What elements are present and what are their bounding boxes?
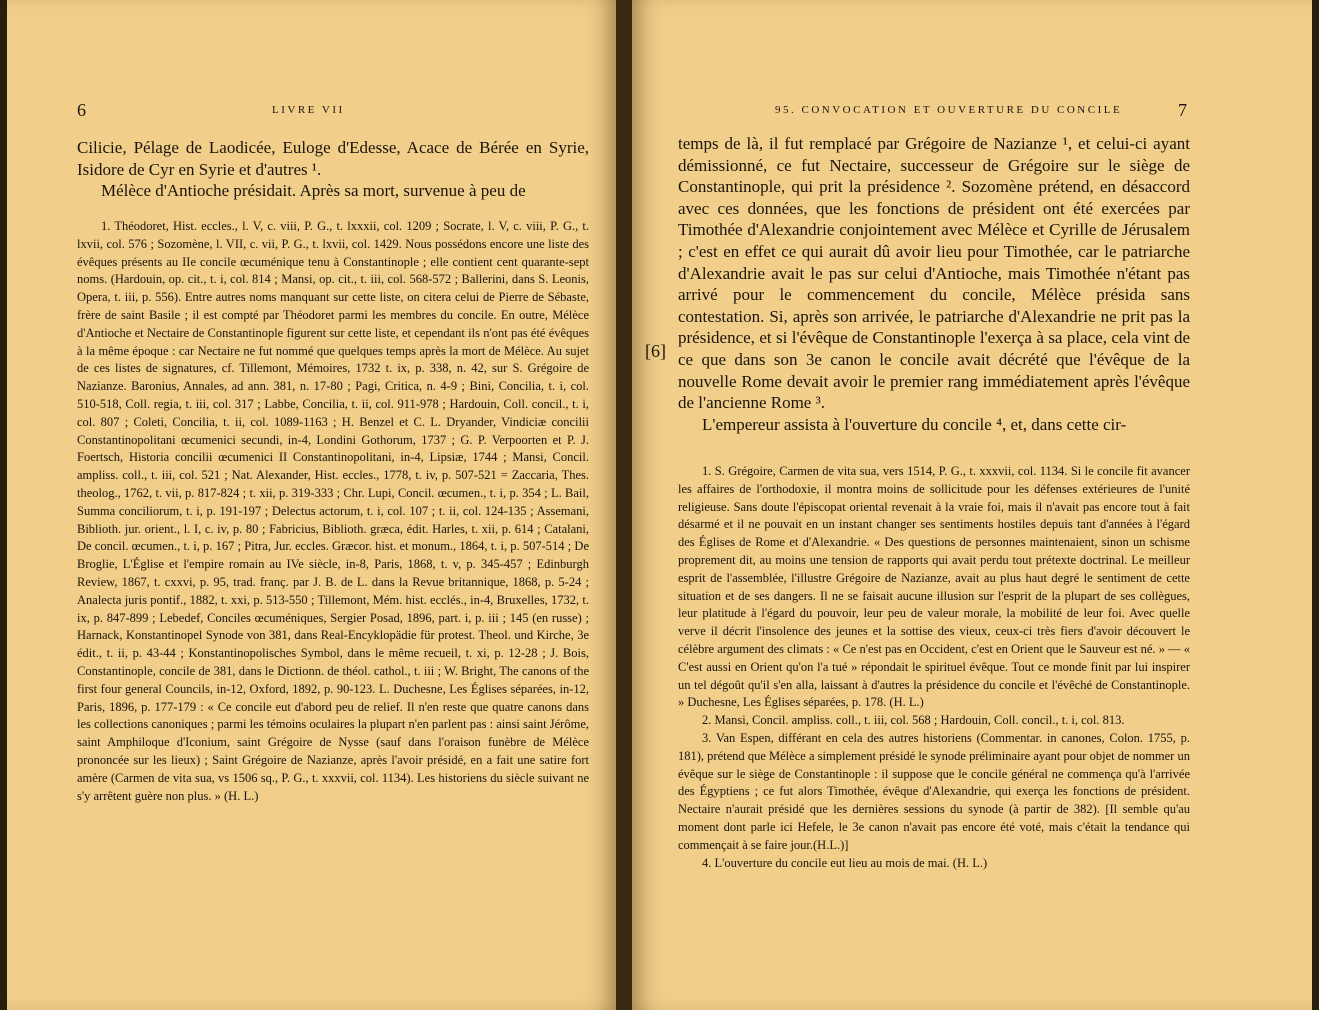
page-number: 7	[1178, 100, 1187, 120]
main-text	[678, 133, 1190, 435]
book-gutter	[616, 0, 632, 1010]
footnote: 1. S. Grégoire, Carmen de vita sua, vers 1514, P. G., t. xxxvii, col. 1134. Si le concile fit avancer les affaires de l'orthodoxie, il montra moins de sollicitude pour les défenses extérieures de l'unité religieuse. Sans doute l'épiscopat oriental revenait à la vraie foi, mais il n'avait pas encore tout à fait désarmé et il ne pouvait en un instant changer ses sentiments hostiles depuis tant d'années à l'égard des Églises de Rome et d'Alexandrie. « Des questions de personnes maintenaient, sinon un schisme proprement dit, au moins une tension de rapports qui avait perdu tout prétexte doctrinal. Le meilleur esprit de l'assemblée, l'illustre Grégoire de Nazianze, avait au plus haut degré le sentiment de cette situation et de ses dangers. Il ne se faisait aucune illusion sur l'esprit de la plupart de ses collègues, leur platitude à l'égard du pouvoir, leur peu de valeur morale, la mobilité de leur foi. Avec quelle verve il décrit l'insolence des jeunes et la sottise des vieux, ceux-ci très fiers d'avoir découvert le célèbre argument des climats : « Ce n'est pas en Occident, c'est en Orient que le Sauveur est né. » — « C'est aussi en Orient qu'on l'a tué » répondait le spirituel évêque. Tout ce monde finit par lui inspirer un tel dégoût qu'il s'en alla, laissant à d'autres la présidence du concile et l'évêché de Constantinople. » Duchesne, Les Églises séparées, p. 178. (H. L.)	[678, 464, 1190, 710]
paragraph: Cilicie, Pélage de Laodicée, Euloge d'Edesse, Acace de Bérée en Syrie, Isidore de Cyr en Syrie et d'autres ¹.	[77, 138, 589, 179]
footnotes	[77, 218, 589, 805]
right-page	[632, 0, 1319, 1010]
running-head: LIVRE VII	[272, 104, 345, 116]
page-edge	[0, 0, 7, 1010]
running-head: 95. CONVOCATION ET OUVERTURE DU CONCILE	[775, 104, 1123, 116]
paragraph: Mélèce d'Antioche présidait. Après sa mort, survenue à peu de	[101, 181, 526, 201]
footnote: 3. Van Espen, différant en cela des autres historiens (Commentar. in canones, Colon. 1755, p. 181), prétend que Mélèce a simplement présidé le synode préliminaire ayant pour objet de nommer un évêque sur le siège de Constantinople : il suppose que le concile général ne commença qu'à l'arrivée des Égyptiens ; ce fut alors Timothée, évêque d'Alexandrie, qui exerça les fonctions de président. Nectaire n'aurait présidé que les dernières sessions du synode (à partir de 382). [Il semble qu'au moment dont parle ici Hefele, le 3e canon n'avait pas encore été voté, mais c'était la tendance qui commençait à se faire jour.(H.L.)]	[678, 730, 1190, 852]
left-page	[0, 0, 616, 1010]
page-number: 6	[77, 100, 86, 120]
footnotes	[678, 463, 1190, 872]
margin-page-marker: [6]	[645, 341, 666, 361]
paragraph: L'empereur assista à l'ouverture du concile ⁴, et, dans cette cir-	[702, 414, 1127, 434]
footnote: 1. Théodoret, Hist. eccles., l. V, c. viii, P. G., t. lxxxii, col. 1209 ; Socrate, l. V, c. viii, P. G., t. lxvii, col. 576 ; Sozomène, l. VII, c. vii, P. G., t. lxvii, col. 1429. Nous possédons encore une liste des évêques présents au IIe concile œcuménique tenu à Constantinople ; elle contient cent quarante-sept noms. (Hardouin, op. cit., t. i, col. 814 ; Mansi, op. cit., t. iii, col. 568-572 ; Ballerini, dans S. Leonis, Opera, t. iii, p. 556). Entre autres noms manquant sur cette liste, on citera celui de Pierre de Sébaste, frère de saint Basile ; il est compté par Théodoret parmi les membres du concile. En outre, Mélèce d'Antioche et Nectaire de Constantinople figurent sur cette liste, et cependant ils n'ont pas été évêques à la même époque : car Nectaire ne fut nommé que quelques temps après la mort de Mélèce. Au sujet de ces listes de signatures, cf. Tillemont, Mémoires, 1732 t. ix, p. 338, n. 42, sur S. Grégoire de Nazianze. Baronius, Annales, ad ann. 381, n. 17-80 ; Pagi, Critica, n. 4-9 ; Bini, Concilia, t. i, col. 510-518, Coll. regia, t. iii, col. 317 ; Labbe, Concilia, t. ii, col. 911-978 ; Hardouin, Coll. concil., t. i, col. 807 ; Coleti, Concilia, t. ii, col. 1089-1163 ; H. Benzel et C. L. Dryander, Vindiciæ concilii Constantinopolitani œcumenici secundi, in-4, Londini Gothorum, 1737 ; G. P. Verpoorten et P. J. Foertsch, Historia concilii œcumenici II Constantinopolitani, in-4, Lipsiæ, 1744 ; Mansi, Concil. ampliss. coll., t. iii, col. 521 ; Nat. Alexander, Hist. eccles., 1778, t. iv, p. 507-521 = Zaccaria, Thes. theolog., 1762, t. vii, p. 817-824 ; t. xii, p. 319-333 ; Chr. Lupi, Concil. œcumen., t. i, p. 354 ; L. Bail, Summa conciliorum, t. i, p. 191-197 ; Delectus actorum, t. i, col. 107 ; t. ii, col. 124-135 ; Assemani, Biblioth. jur. orient., l. I, c. iv, p. 80 ; Fabricius, Biblioth. græca, édit. Harles, t. xii, p. 614 ; Catalani, De concil. œcumen., t. i, p. 167 ; Pitra, Jur. eccles. Græcor. hist. et monum., 1864, t. i, p. 507-514 ; De Broglie, L'Église et l'empire romain au IVe siècle, in-8, Paris, 1868, t. v, p. 345-457 ; Edinburgh Review, 1867, t. cxxvi, p. 95, trad. franç. par J. B. de L. dans la Revue britannique, 1868, p. 5-24 ; Analecta juris pontif., 1882, t. xxi, p. 513-550 ; Tillemont, Mém. hist. ecclés., in-4, Bruxelles, 1732, t. ix, p. 847-899 ; Lebedef, Conciles œcuméniques, Sergier Posad, 1896, part. i, p. iii ; 145 (en russe) ; Harnack, Konstantinopel Synode von 381, dans Real-Encyklopädie für protest. Theol. und Kirche, 3e édit., t. ii, p. 43-44 ; Konstantinopolisches Symbol, dans le même recueil, t. xi, p. 12-28 ; J. Bois, Constantinople, concile de 381, dans le Dictionn. de théol. cathol., t. iii ; W. Bright, The canons of the first four general Councils, in-12, Oxford, 1892, p. 90-123. L. Duchesne, Les Églises séparées, in-12, Paris, 1896, p. 177-179 : « Ce concile eut d'abord peu de relief. Il n'en reste que quatre canons dans les collections canoniques ; parmi les témoins oculaires la plupart n'en parlent pas : ainsi saint Jérôme, saint Amphiloque d'Iconium, saint Grégoire de Nysse (sauf dans l'oraison funèbre de Mélèce prononcée sur les lieux) ; Saint Grégoire de Nazianze, après l'avoir présidé, en a fait une satire fort amère (Carmen de vita sua, vs 1506 sq., P. G., t. xxxvii, col. 1134). Les historiens du siècle suivant ne s'y arrêtent guère non plus. » (H. L.)	[77, 219, 589, 803]
paragraph: temps de là, il fut remplacé par Grégoire de Nazianze ¹, et celui-ci ayant démissionné, ce fut Nectaire, successeur de Grégoire sur le siège de Constantinople, qui prit la présidence ². Sozomène prétend, en désaccord avec ces données, que les fonctions de président ont été exercées par Timothée d'Alexandrie conjointement avec Mélèce et Cyrille de Jérusalem ; c'est en effet ce qui aurait dû avoir lieu pour Timothée, car le patriarche d'Alexandrie avait le pas sur celui d'Antioche, mais Timothée n'étant pas arrivé pour le commencement du concile, Mélèce présida sans contestation. Si, après son arrivée, le patriarche d'Alexandrie ne prit pas la présidence, et si l'évêque de Constantinople l'exerça à sa place, cela vint de ce que dans son 3e canon le concile avait décrété que l'évêque de la nouvelle Rome devait avoir le premier rang immédiatement après l'évêque de l'ancienne Rome ³.	[678, 134, 1190, 413]
main-text	[77, 137, 589, 202]
footnote: 4. L'ouverture du concile eut lieu au mois de mai. (H. L.)	[702, 855, 988, 870]
page-edge	[1312, 0, 1319, 1010]
footnote: 2. Mansi, Concil. ampliss. coll., t. iii, col. 568 ; Hardouin, Coll. concil., t. i, col. 813.	[702, 713, 1125, 728]
